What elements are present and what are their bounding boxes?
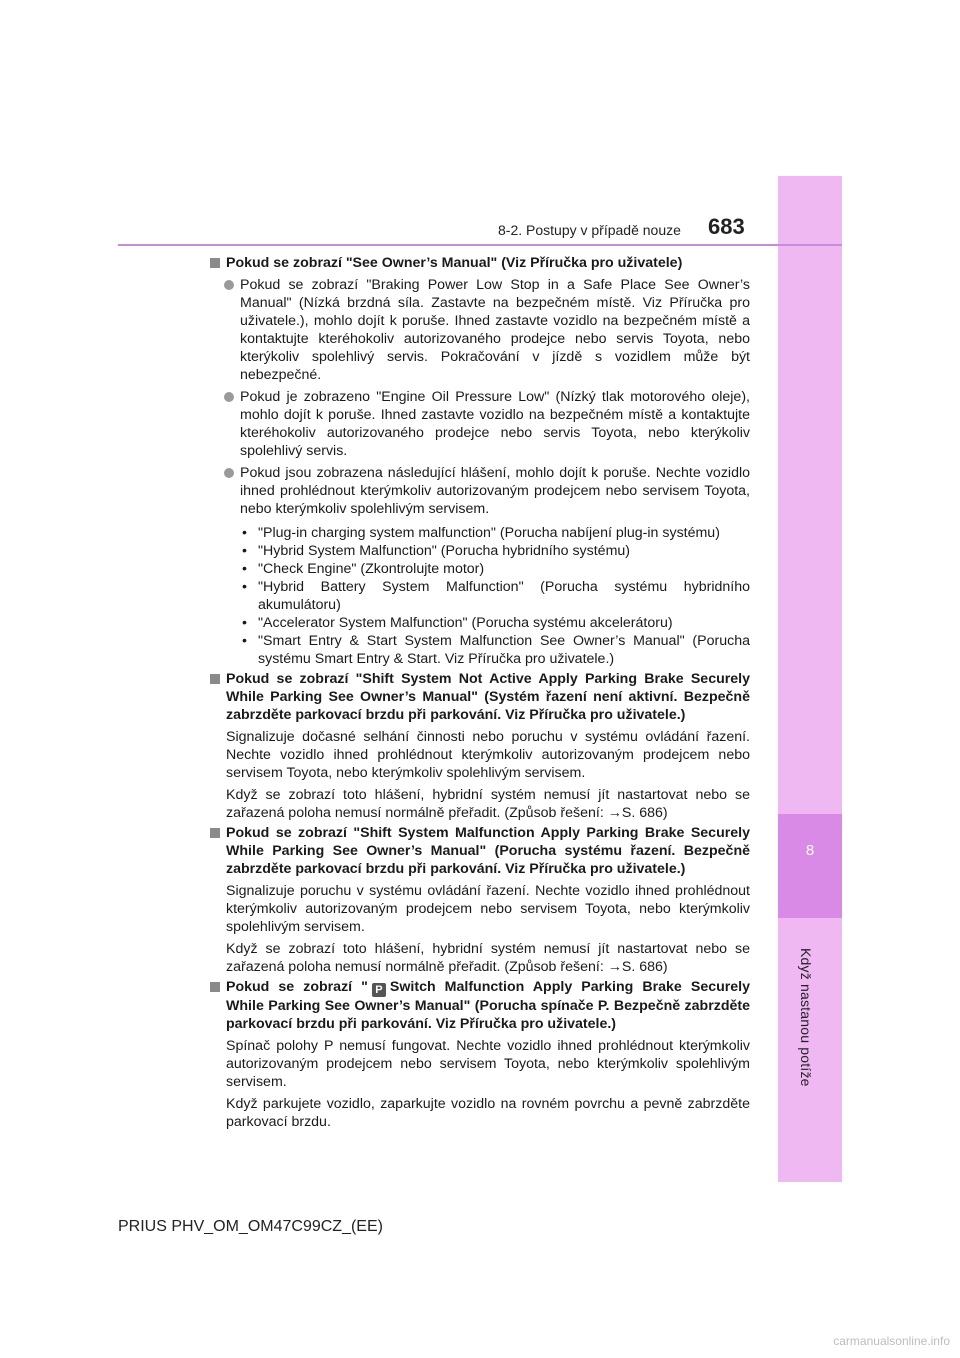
- list-item: • "Smart Entry & Start System Malfunction See Owner’s Manual" (Porucha systému Smart Entry & Start. Viz Příručka pro uživatele.): [242, 633, 750, 667]
- chapter-title: Když nastanou potíže: [798, 948, 814, 1087]
- section-heading: Pokud se zobrazí "See Owner’s Manual" (Viz Příručka pro uživatele): [210, 254, 750, 272]
- paragraph: Když parkujete vozidlo, zaparkujte vozidlo na rovném povrchu a pevně zabrzděte parkovací brzdu.: [226, 1096, 750, 1130]
- message-list: [210, 524, 750, 668]
- chapter-number-box: [778, 814, 842, 918]
- list-item: • "Hybrid Battery System Malfunction" (Porucha systému hybridního akumulátoru): [242, 579, 750, 613]
- chapter-number: 8: [805, 842, 815, 859]
- circle-bullet-icon: [224, 392, 234, 402]
- bullet-item: Pokud jsou zobrazena následující hlášení, mohlo dojít k poruše. Nechte vozidlo ihned prohlédnout kterýmkoliv autorizovaným prodejcem nebo servisem Toyota, nebo kterýmkoliv spolehlivým servisem.: [210, 464, 750, 518]
- paragraph: Signalizuje poruchu v systému ovládání řazení. Nechte vozidlo ihned prohlédnout kterýmkoliv autorizovaným prodejcem nebo servisem Toyota, nebo kterýmkoliv spolehlivým servisem.: [226, 883, 750, 935]
- square-bullet-icon: [210, 674, 220, 684]
- list-item: • "Check Engine" (Zkontrolujte motor): [242, 561, 485, 577]
- document-code: PRIUS PHV_OM_OM47C99CZ_(EE): [118, 1218, 383, 1235]
- page-content: [210, 252, 750, 1131]
- paragraph: Spínač polohy P nemusí fungovat. Nechte vozidlo ihned prohlédnout kterýmkoliv autorizovaným prodejcem nebo servisem Toyota, nebo kterýmkoliv spolehlivým servisem.: [226, 1038, 750, 1090]
- section-heading: Pokud se zobrazí "Shift System Malfunction Apply Parking Brake Securely While Parking See Owner’s Manual" (Porucha systému řazení. Bezpečně zabrzděte parkovací brzdu při parkování. Viz Příručka pro uživatele.): [210, 824, 750, 878]
- bullet-item: Pokud je zobrazeno "Engine Oil Pressure Low" (Nízký tlak motorového oleje), mohlo dojít k poruše. Ihned zastavte vozidlo na bezpečném místě a kontaktujte kteréhokoliv autorizovaného prodejce nebo servis Toyota, nebo kterýkoliv spolehlivý servis.: [210, 388, 750, 460]
- watermark: carmanualsonline.info: [833, 1334, 950, 1348]
- chapter-side-tab: [778, 176, 842, 1182]
- paragraph: Když se zobrazí toto hlášení, hybridní systém nemusí jít nastartovat nebo se zařazená poloha nemusí normálně přeřadit. (Způsob řešení: →S. 686): [226, 787, 750, 821]
- square-bullet-icon: [210, 982, 220, 992]
- bullet-item: Pokud se zobrazí "Braking Power Low Stop in a Safe Place See Owner’s Manual" (Nízká brzdná síla. Zastavte na bezpečném místě. Viz Příručka pro uživatele.), mohlo dojít k poruše. Ihned zastavte vozidlo na bezpečném místě a kontaktujte kteréhokoliv autorizovaného prodejce nebo servis Toyota, nebo kterýkoliv spolehlivý servis. Pokračování v jízdě s vozidlem může být nebezpečné.: [210, 276, 750, 384]
- circle-bullet-icon: [224, 468, 234, 478]
- circle-bullet-icon: [224, 280, 234, 290]
- paragraph: Když se zobrazí toto hlášení, hybridní systém nemusí jít nastartovat nebo se zařazená poloha nemusí normálně přeřadit. (Způsob řešení: →S. 686): [226, 941, 750, 975]
- page-number: 683: [708, 214, 745, 239]
- list-item: • "Hybrid System Malfunction" (Porucha hybridního systému): [242, 543, 630, 559]
- section-heading: Pokud se zobrazí "Shift System Not Active Apply Parking Brake Securely While Parking See Owner’s Manual" (Systém řazení není aktivní. Bezpečně zabrzděte parkovací brzdu při parkování. Viz Příručka pro uživatele.): [210, 670, 750, 724]
- paragraph: Signalizuje dočasné selhání činnosti nebo poruchu v systému ovládání řazení. Nechte vozidlo ihned prohlédnout kterýmkoliv autorizovaným prodejcem nebo servisem Toyota, nebo kterýmkoliv spolehlivým servisem.: [226, 729, 750, 781]
- section-title: 8-2. Postupy v případě nouze: [498, 222, 681, 238]
- square-bullet-icon: [210, 828, 220, 838]
- list-item: • "Plug-in charging system malfunction" (Porucha nabíjení plug-in systému): [242, 525, 720, 541]
- square-bullet-icon: [210, 258, 220, 268]
- section-heading: Pokud se zobrazí " P Switch Malfunction Apply Parking Brake Securely While Parking See Owner’s Manual" (Porucha spínače P. Bezpečně zabrzděte parkovací brzdu při parkování. Viz Příručka pro uživatele.): [210, 978, 750, 1033]
- header-divider: [118, 244, 842, 246]
- list-item: • "Accelerator System Malfunction" (Porucha systému akcelerátoru): [242, 615, 673, 631]
- p-switch-icon: P: [372, 983, 386, 997]
